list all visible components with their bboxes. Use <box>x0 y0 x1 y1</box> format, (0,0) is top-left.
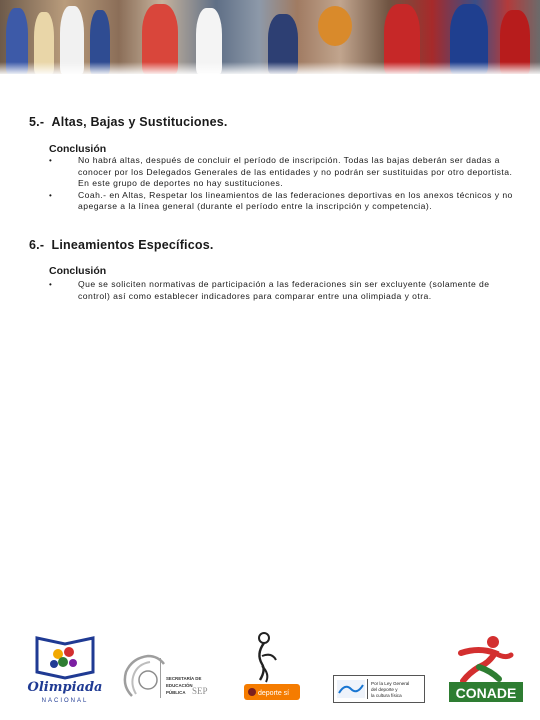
olimpiada-script-text: Olimpiada <box>27 680 103 695</box>
conade-runner-graphic <box>449 633 523 703</box>
section-6 <box>29 238 519 252</box>
deporte-figure-graphic <box>244 630 300 702</box>
list-item <box>49 155 514 190</box>
basketball <box>318 6 352 46</box>
olimpiada-caption-text: NACIONAL <box>41 698 89 704</box>
sep-line-3: PÚBLICA <box>166 690 186 695</box>
section-5-subtitle: Conclusión <box>49 143 107 155</box>
list-item-text: Que se soliciten normativas de participación a las federaciones sin ser excluyente (solamente de control) así como establecer indicadores para comparar entre una olimpiada y otra. <box>78 279 490 301</box>
ley-logo-graphic <box>333 675 425 703</box>
sep-eagle-graphic <box>118 650 210 702</box>
sep-logo <box>118 650 210 702</box>
bullet-icon: • <box>49 156 53 165</box>
deporte-text: deporte sí <box>258 690 290 697</box>
section-6-subtitle: Conclusión <box>49 265 107 277</box>
ley-general-deporte-logo <box>333 675 425 703</box>
ley-line-1: Por la Ley General <box>371 681 410 686</box>
list-item-text: Coah.- en Altas, Respetar los lineamientos de las federaciones deportivas en los anexos técnicos y no apegarse a la línea general (durante el período entre la inscripción y competencia). <box>78 189 513 212</box>
deporte-si-logo <box>244 630 300 702</box>
ley-line-3: la cultura física <box>371 693 402 698</box>
sep-line-1: SECRETARÍA DE <box>166 676 202 681</box>
conade-logo <box>449 633 523 703</box>
list-item-text: No habrá altas, después de concluir el período de inscripción. Todas las bajas deberán ser dadas a conocer por los Delegados Generales de las entidades y no podrán ser sustituidas por otro deportista. En este grupo de deportes no hay sustituciones. <box>78 155 513 189</box>
conade-text: CONADE <box>455 685 517 701</box>
section-5 <box>29 115 519 129</box>
section-6-bullet-list <box>49 279 514 302</box>
section-number: 5.- <box>29 115 45 129</box>
olimpiada-logo-graphic <box>27 632 103 704</box>
header-photo-banner <box>0 0 540 74</box>
section-number: 6.- <box>29 238 45 252</box>
section-5-bullet-list <box>49 155 514 213</box>
sep-line-2: EDUCACIÓN <box>166 683 193 688</box>
bullet-icon: • <box>49 190 53 200</box>
sep-abbr: SEP <box>192 686 208 696</box>
list-item <box>49 279 514 302</box>
section-title: Altas, Bajas y Sustituciones. <box>51 115 228 129</box>
section-title: Lineamientos Específicos. <box>51 238 214 252</box>
section-heading <box>29 115 519 129</box>
bullet-icon: • <box>49 280 53 289</box>
banner-fade <box>0 62 540 74</box>
list-item <box>49 190 514 213</box>
ley-line-2: del deporte y <box>371 687 398 692</box>
section-heading <box>29 238 519 252</box>
olimpiada-nacional-logo <box>27 632 103 704</box>
